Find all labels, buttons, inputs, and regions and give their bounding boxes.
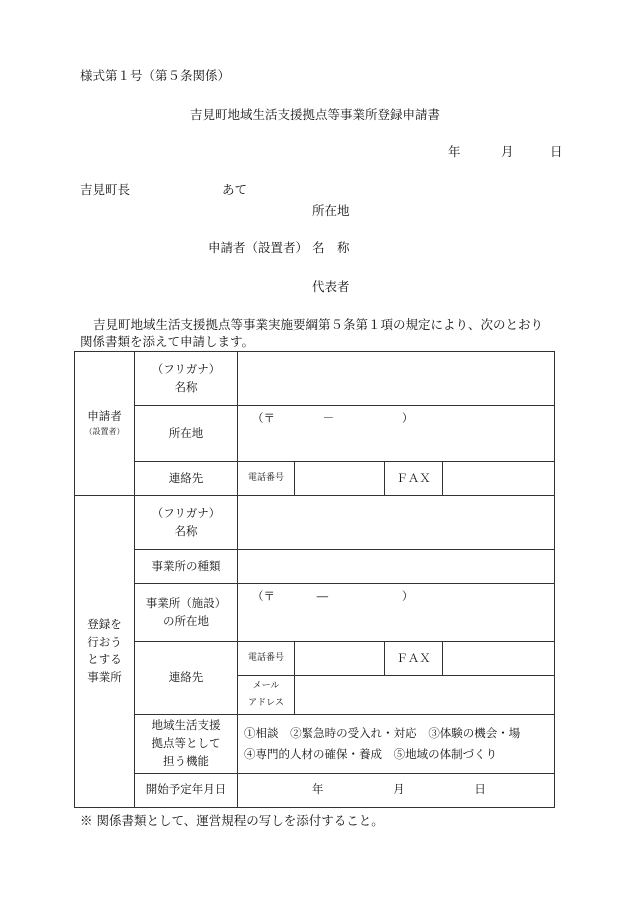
facility-name-field[interactable] bbox=[238, 496, 555, 550]
facility-contact-header: 連絡先 bbox=[135, 642, 238, 715]
facility-email-field[interactable] bbox=[295, 676, 555, 715]
applicant-name-label: 名 称 bbox=[312, 240, 350, 255]
start-date-field[interactable] bbox=[238, 773, 555, 807]
applicant-contact-header: 連絡先 bbox=[135, 462, 238, 496]
addressee: 吉見町長 bbox=[80, 182, 131, 197]
date-year-label: 年 bbox=[448, 144, 461, 159]
representative-label: 代表者 bbox=[312, 279, 350, 294]
facility-phone-field[interactable] bbox=[295, 642, 385, 676]
body-text-line1: 吉見町地域生活支援拠点等事業実施要綱第５条第１項の規定により、次のとおり bbox=[93, 317, 544, 332]
applicant-section-label: 申請者 （設置者） bbox=[75, 352, 135, 496]
function-option-emergency[interactable]: ②緊急時の受入れ・対応 bbox=[290, 726, 417, 741]
function-option-community[interactable]: ⑤地域の体制づくり bbox=[393, 746, 498, 761]
applicant-location-field[interactable]: （〒 － ） bbox=[238, 406, 555, 462]
facility-type-header: 事業所の種類 bbox=[135, 550, 238, 584]
applicant-name-header: （フリガナ） 名称 bbox=[135, 352, 238, 406]
facility-function-options bbox=[238, 715, 555, 773]
honorific: あて bbox=[222, 182, 248, 197]
applicant-location-header: 所在地 bbox=[135, 406, 238, 462]
facility-section-label: 登録を 行おう とする 事業所 bbox=[75, 496, 135, 808]
facility-phone-label: 電話番号 bbox=[238, 642, 295, 676]
facility-fax-field[interactable] bbox=[443, 642, 555, 676]
facility-fax-label: ＦＡＸ bbox=[385, 642, 443, 676]
facility-function-header: 地域生活支援 拠点等として 担う機能 bbox=[135, 715, 238, 773]
applicant-fax-label: ＦＡＸ bbox=[385, 462, 443, 496]
document-title: 吉見町地域生活支援拠点等事業所登録申請書 bbox=[190, 107, 441, 122]
start-date-year: 年 bbox=[312, 782, 324, 797]
start-date-month: 月 bbox=[393, 782, 405, 797]
applicant-fax-field[interactable] bbox=[443, 462, 555, 496]
attachment-note: ※ 関係書類として、運営規程の写しを添付すること。 bbox=[80, 813, 384, 828]
application-table bbox=[74, 351, 555, 808]
form-number: 様式第１号（第５条関係） bbox=[80, 68, 231, 83]
date-day-label: 日 bbox=[550, 144, 563, 159]
applicant-location-label: 所在地 bbox=[312, 203, 350, 218]
facility-name-header: （フリガナ） 名称 bbox=[135, 496, 238, 550]
facility-type-field[interactable] bbox=[238, 550, 555, 584]
applicant-label: 申請者（設置者） bbox=[208, 240, 309, 255]
body-text-line2: 関係書類を添えて申請します。 bbox=[80, 334, 255, 349]
applicant-phone-field[interactable] bbox=[295, 462, 385, 496]
date-month-label: 月 bbox=[501, 144, 514, 159]
facility-location-field[interactable]: （〒 ― ） bbox=[238, 584, 555, 642]
function-option-consultation[interactable]: ①相談 bbox=[244, 726, 279, 741]
facility-location-header: 事業所（施設） の所在地 bbox=[135, 584, 238, 642]
facility-email-label: メール アドレス bbox=[238, 676, 295, 715]
applicant-name-field[interactable] bbox=[238, 352, 555, 406]
function-option-specialist[interactable]: ④専門的人材の確保・養成 bbox=[244, 746, 382, 761]
applicant-phone-label: 電話番号 bbox=[238, 462, 295, 496]
start-date-header: 開始予定年月日 bbox=[135, 773, 238, 807]
function-option-experience[interactable]: ③体験の機会・場 bbox=[428, 726, 521, 741]
start-date-day: 日 bbox=[474, 782, 486, 797]
